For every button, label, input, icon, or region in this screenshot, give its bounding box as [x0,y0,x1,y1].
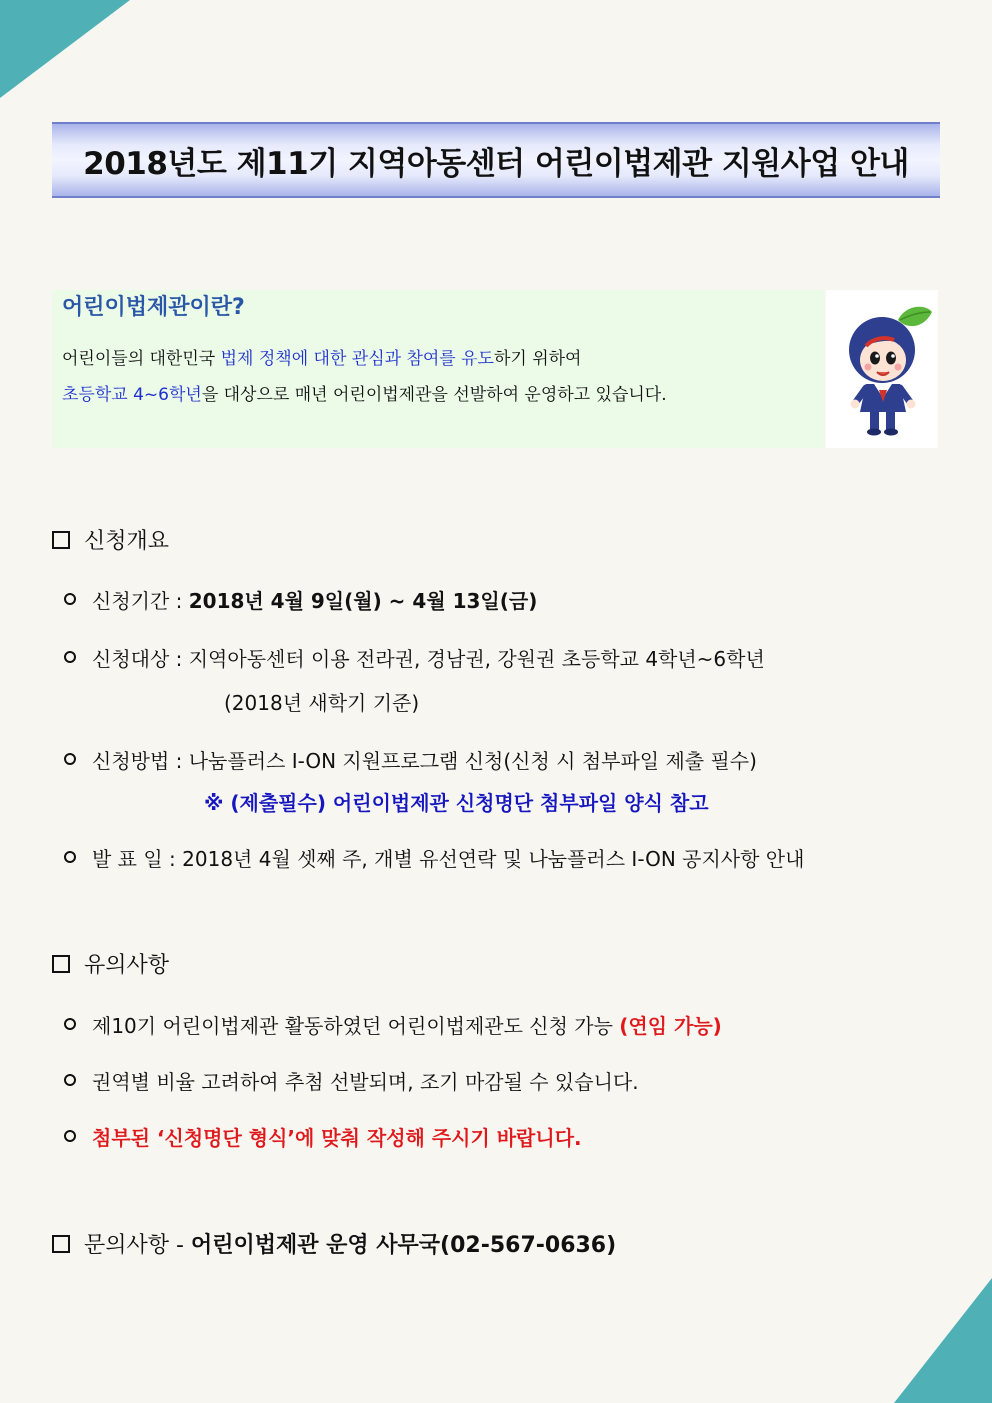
intro-line-1: 어린이들의 대한민국 법제 정책에 대한 관심과 참여를 유도하기 위하여 [62,349,582,369]
bullet-circle-icon [64,1130,76,1142]
list-item-target: 신청대상 : 지역아동센터 이용 전라권, 경남권, 강원권 초등학교 4학년~6학년 [64,643,765,672]
bullet-circle-icon [64,1018,76,1030]
intro-heading: 어린이법제관이란? [62,295,245,320]
method-note: ※ (제출필수) 어린이법제관 신청명단 첨부파일 양식 참고 [204,791,709,815]
section-heading-notes: 유의사항 [52,948,169,979]
list-item-method: 신청방법 : 나눔플러스 I-ON 지원프로그램 신청(신청 시 첨부파일 제출 필수) [64,745,757,774]
list-item-note-3: 첨부된 ‘신청명단 형식’에 맞춰 작성해 주시기 바랍니다. [64,1122,582,1151]
list-item-period: 신청기간 : 2018년 4월 9일(월) ~ 4월 13일(금) [64,585,537,614]
list-item-announce: 발 표 일 : 2018년 4월 셋째 주, 개별 유선연락 및 나눔플러스 I-ON 공지사항 안내 [64,843,804,872]
contact-line: 문의사항 - 어린이법제관 운영 사무국(02-567-0636) [52,1228,616,1259]
section-heading-overview: 신청개요 [52,524,169,555]
corner-decoration-bottom-right [894,1278,992,1403]
bullet-circle-icon [64,753,76,765]
target-note: (2018년 새학기 기준) [224,691,420,715]
bullet-circle-icon [64,651,76,663]
checkbox-square-icon [52,1235,70,1253]
intro-line-2: 초등학교 4~6학년을 대상으로 매년 어린이법제관을 선발하여 운영하고 있습니다. [62,385,667,405]
corner-decoration-top-left [0,0,130,98]
checkbox-square-icon [52,955,70,973]
checkbox-square-icon [52,531,70,549]
child-mascot-icon [826,290,938,448]
list-item-note-2: 권역별 비율 고려하여 추첨 선발되며, 조기 마감될 수 있습니다. [64,1066,639,1095]
bullet-circle-icon [64,593,76,605]
intro-box [52,290,824,448]
page-title: 2018년도 제11기 지역아동센터 어린이법제관 지원사업 안내 [52,122,940,198]
bullet-circle-icon [64,851,76,863]
list-item-note-1: 제10기 어린이법제관 활동하였던 어린이법제관도 신청 가능 (연임 가능) [64,1010,722,1039]
bullet-circle-icon [64,1074,76,1086]
